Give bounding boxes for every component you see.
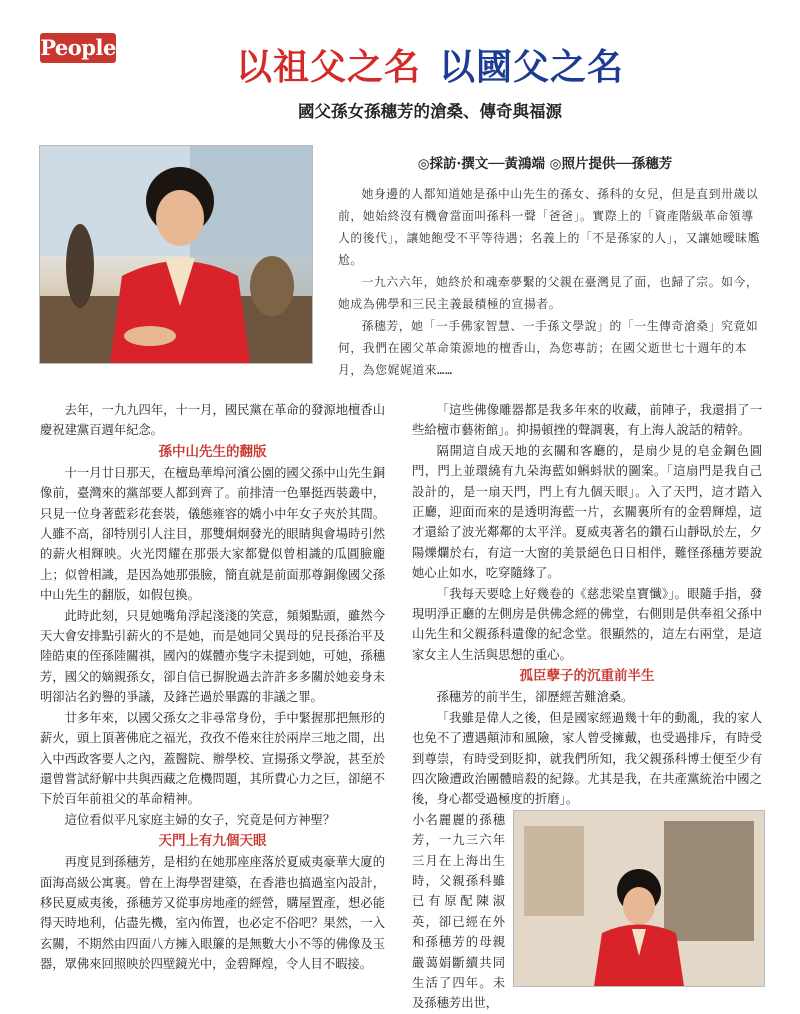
section-heading: 孫中山先生的翻版	[158, 443, 267, 460]
people-logo: People	[40, 33, 116, 63]
paragraph: 廿多年來，以國父孫女之非尋常身份，手中緊握那把無形的薪火，頭上頂著佛庇之福光，孜孜不倦來往於兩岸三地之間，出入中西政客要人之內，蓋醫院、辦學校、宣揚孫文學說，甚至於還曾嘗試紓解中共與西藏之危機問題，其所費心力之巨，卻絕不下於百年前祖父的革命精神。	[40, 710, 385, 807]
paragraph: 孫穗芳的前半生，卻歷經苦難滄桑。	[436, 690, 634, 705]
title-part-2: 以國父之名	[439, 47, 625, 88]
interior-illustration	[514, 811, 764, 986]
wrapped-text	[412, 810, 505, 1014]
paragraph: 隔開這自成天地的玄關和客廳的，是扇少見的皂金鋼色圓門，門上並環繞有九朵海藍如蝌蚪狀的圖案。「這扇門是我自己設計的，是一扇天門，門上有九個天眼」。入了天門，這才踏入正廳，迎面而來的是透明海藍一片，玄關裏所有的金碧輝煌，這才還給了波光鄰鄰的太平洋。夏威夷著名的鑽石山靜臥於左，夕陽爍爛於右，有這一大窗的美景絕色日日相伴，難怪孫穗芳要說她心止如水，吃穿隨緣了。	[412, 443, 762, 581]
paragraph: 去年，一九九四年，十一月，國民黨在革命的發源地檀香山慶祝建黨百週年紀念。	[40, 403, 385, 438]
interior-photo	[513, 810, 765, 987]
paragraph: 再度見到孫穗芳，是相約在她那座座落於夏威夷豪華大廈的面海高級公寓裏。曾在上海學習建築，在香港也搞過室內設計，移民夏威夷後，孫穗芳又從事房地產的經營，購屋置產，想必能得天時地利，佔盡先機，室內佈置，也必定不俗吧？果然，一入玄關，不期然由四面八方擁入眼簾的是無數大小不等的佛像及玉器，眾佛來回照映於四壁鏡光中，金碧輝煌，令人目不暇接。	[40, 855, 385, 972]
intro-paragraph: 她身邊的人都知道她是孫中山先生的孫女、孫科的女兒，但是直到卅歲以前，她始終沒有機會當面叫孫科一聲「爸爸」。實際上的「資產階級革命領導人的後代」，讓她飽受不平等待遇；名義上的「不是孫家的人」，又讓她曖昧尷尬。	[338, 187, 761, 267]
section-heading: 天門上有九個天眼	[158, 833, 267, 850]
intro-paragraph: 孫穗芳，她「一手佛家智慧、一手孫文學說」的「一生傳奇滄桑」究竟如何，我們在國父革命策源地的檀香山，為您專訪；在國父逝世七十週年的本月，為您娓娓道來……	[338, 319, 759, 377]
paragraph: 此時此刻，只見她嘴角浮起淺淺的笑意，頻頻點頭，雖然今天大會安排點引薪火的不是她，而是她同父異母的兒長孫治平及陸皓東的侄孫陸關祺，國內的媒體亦隻字未提到她，可她，孫穗芳，國父的嫡親孫女，卻自信已摒脫過去許許多多關於她妾身未明卻沾名釣譽的爭議，及鋒芒過於畢露的非議之罪。	[40, 608, 385, 705]
paragraph: 「這些佛像雕器都是我多年來的收藏，前陣子，我還捐了一些給檀市藝術館」。抑揚頓挫的聲調裏，有上海人說話的精幹。	[412, 403, 762, 438]
page-subtitle: 國父孫女孫穗芳的滄桑、傳奇與福源	[298, 102, 562, 121]
paragraph: 「我雖是偉人之後，但是國家經過幾十年的動亂，我的家人也免不了遭遇顛沛和風險，家人曾受擁戴，也受過排斥，有時受到尊崇，有時受到貶抑，就我們所知，我父親孫科博士便至少有四次險遭政治團體暗殺的紀錄。尤其是我，在共產黨統治中國之後，身心都受過極度的折磨」。	[412, 710, 762, 807]
paragraph: 小名麗麗的孫穗芳，一九三六年三月在上海出生時，父親孫科雖已有原配陳淑英，卻已經在外和孫穗芳的母親嚴蔼娟斷續共同生活了四年。未及孫穗芳出世，	[412, 812, 505, 1011]
portrait-photo	[39, 145, 313, 364]
title-part-1: 以祖父之名	[235, 47, 421, 88]
section-heading: 孤臣孽子的沉重前半生	[519, 668, 655, 685]
paragraph: 十一月廿日那天，在檀島華埠河濱公園的國父孫中山先生銅像前，臺灣來的黨部要人都到齊了。前排清一色畢挺西裝叢中，只見一位身著藍彩花套裝，儀態雍容的嬌小中年女子夾於其間。人雖不高，卻特別引人注目，那雙炯炯發光的眼睛與會場時引然的薪火相輝映。火光閃耀在那張大家都覺似曾相識的瓜圓臉龐上；似曾相識，是因為她那張臉，簡直就是前面那尊銅像國父孫中山先生的翻版，如假包換。	[40, 465, 385, 603]
intro-text	[338, 183, 762, 381]
portrait-illustration	[40, 146, 312, 363]
photo-credit: ◎採訪·撰文──黃鴻端 ◎照片提供──孫穗芳	[417, 156, 673, 172]
paragraph: 「我每天要唸上好幾卷的《慈悲梁皇寶懺》」。眼隨手指，發現明淨正廳的左側房是供佛念經的佛堂，右側則是供奉祖父孫中山先生和父親孫科遺像的紀念堂。很顯然的，這左右兩堂，是這家女主人生活與思想的重心。	[412, 586, 762, 662]
page-title	[150, 45, 710, 91]
left-column	[40, 400, 385, 975]
paragraph: 這位看似平凡家庭主婦的女子，究竟是何方神聖？	[64, 812, 336, 827]
intro-paragraph: 一九六六年，她終於和魂牽夢繫的父親在臺灣見了面，也歸了宗。如今，她成為佛學和三民主義最積極的宣揚者。	[338, 275, 759, 311]
